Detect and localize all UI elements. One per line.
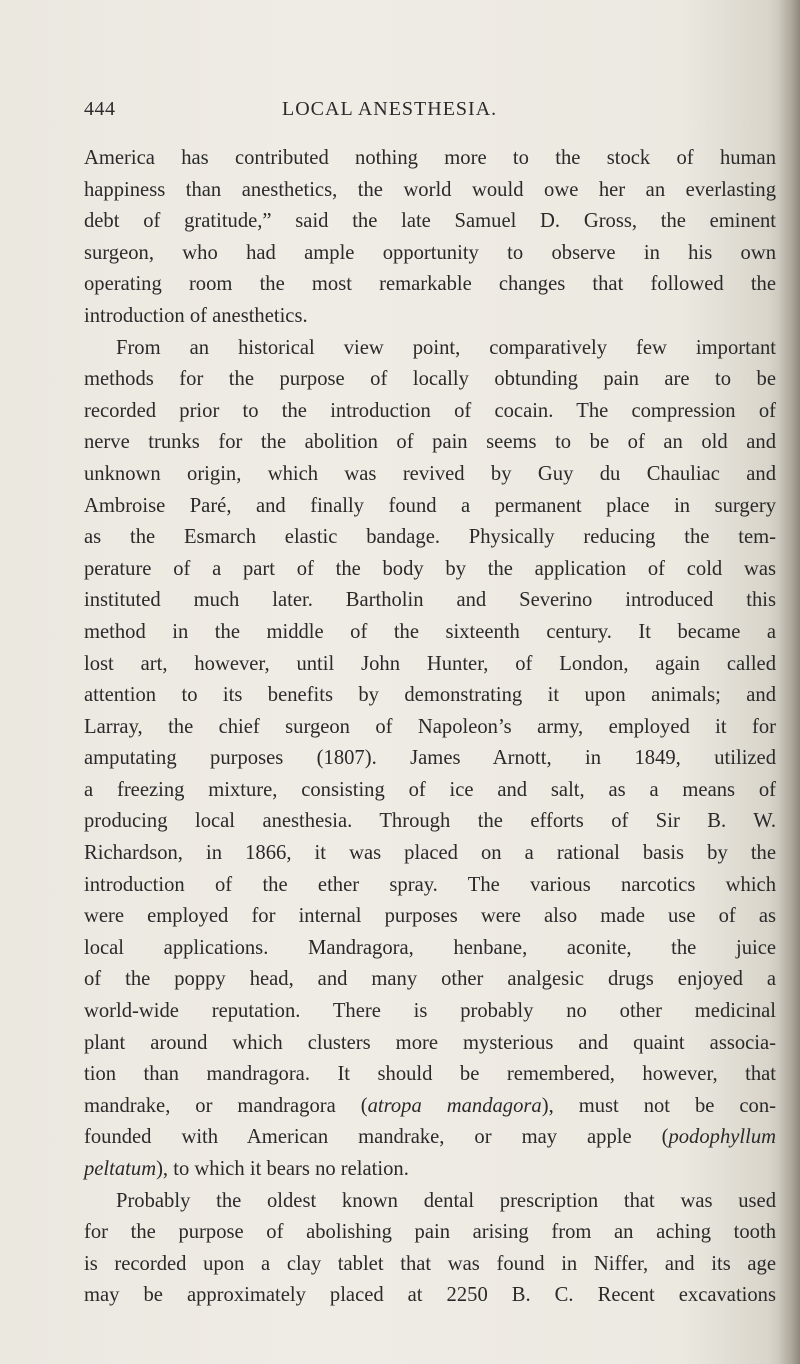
text-line: producing local anesthesia. Through the efforts of Sir B. W.	[84, 810, 776, 833]
text-line: Probably the oldest known dental prescription that was used	[116, 1189, 776, 1212]
text-segment: ), to which it bears no relation.	[156, 1158, 409, 1180]
text-segment: ), must not be con-	[541, 1094, 777, 1117]
text-line: surgeon, who had ample opportunity to observe in his own	[84, 241, 776, 264]
page-number: 444	[84, 98, 116, 120]
page-edge-shadow	[778, 0, 800, 1364]
text-line: Ambroise Paré, and finally found a permanent place in surgery	[84, 494, 776, 517]
text-line: From an historical view point, comparatively few important	[116, 336, 776, 359]
italic-term: peltatum	[84, 1158, 157, 1180]
text-line: instituted much later. Bartholin and Severino introduced this	[84, 589, 776, 612]
italic-term: podophyllum	[668, 1126, 776, 1149]
text-line: methods for the purpose of locally obtunding pain are to be	[84, 368, 776, 391]
text-line: local applications. Mandragora, henbane, aconite, the juice	[84, 936, 776, 959]
text-line: a freezing mixture, consisting of ice and salt, as a means of	[84, 778, 776, 801]
text-line: unknown origin, which was revived by Guy du Chauliac and	[84, 462, 776, 485]
text-line: world-wide reputation. There is probably no other medicinal	[84, 1000, 776, 1023]
text-line: lost art, however, until John Hunter, of London, again called	[84, 652, 776, 675]
text-line: introduction of the ether spray. The various narcotics which	[84, 873, 776, 896]
text-line: Richardson, in 1866, it was placed on a rational basis by the	[84, 842, 776, 865]
text-line: recorded prior to the introduction of cocain. The compression of	[84, 399, 776, 422]
text-line: tion than mandragora. It should be remembered, however, that	[84, 1063, 776, 1086]
text-line: operating room the most remarkable changes that followed the	[84, 273, 776, 296]
text-line: were employed for internal purposes were also made use of as	[84, 905, 776, 928]
text-line: as the Esmarch elastic bandage. Physically reducing the tem-	[84, 526, 776, 549]
text-line: happiness than anesthetics, the world would owe her an everlasting	[84, 178, 776, 201]
text-line: perature of a part of the body by the application of cold was	[84, 557, 776, 580]
text-line: is recorded upon a clay tablet that was found in Niffer, and its age	[84, 1252, 776, 1275]
text-line: America has contributed nothing more to the stock of human	[84, 147, 776, 169]
text-line	[84, 1091, 776, 1123]
text-line: may be approximately placed at 2250 B. C. Recent excavations	[84, 1284, 776, 1307]
text-line: nerve trunks for the abolition of pain seems to be of an old and	[84, 431, 776, 454]
text-line: debt of gratitude,” said the late Samuel D. Gross, the eminent	[84, 210, 776, 233]
page-header	[84, 98, 774, 128]
text-segment: mandrake, or mandragora (	[84, 1094, 368, 1117]
text-line: for the purpose of abolishing pain arising from an aching tooth	[84, 1221, 776, 1244]
italic-term: atropa mandagora	[367, 1094, 542, 1117]
text-segment: founded with American mandrake, or may apple (	[84, 1126, 669, 1149]
text-line: amputating purposes (1807). James Arnott, in 1849, utilized	[84, 747, 776, 770]
text-line: of the poppy head, and many other analgesic drugs enjoyed a	[84, 968, 776, 991]
text-line: Larray, the chief surgeon of Napoleon’s army, employed it for	[84, 715, 776, 738]
text-line: plant around which clusters more mysterious and quaint associa-	[84, 1031, 776, 1054]
text-line: method in the middle of the sixteenth century. It became a	[84, 620, 776, 643]
text-line	[84, 1154, 776, 1186]
text-line	[84, 1122, 776, 1154]
running-title: LOCAL ANESTHESIA.	[282, 98, 498, 120]
text-line: introduction of anesthetics.	[84, 304, 308, 327]
body-text	[84, 143, 776, 1312]
text-line: attention to its benefits by demonstrating it upon animals; and	[84, 684, 776, 707]
